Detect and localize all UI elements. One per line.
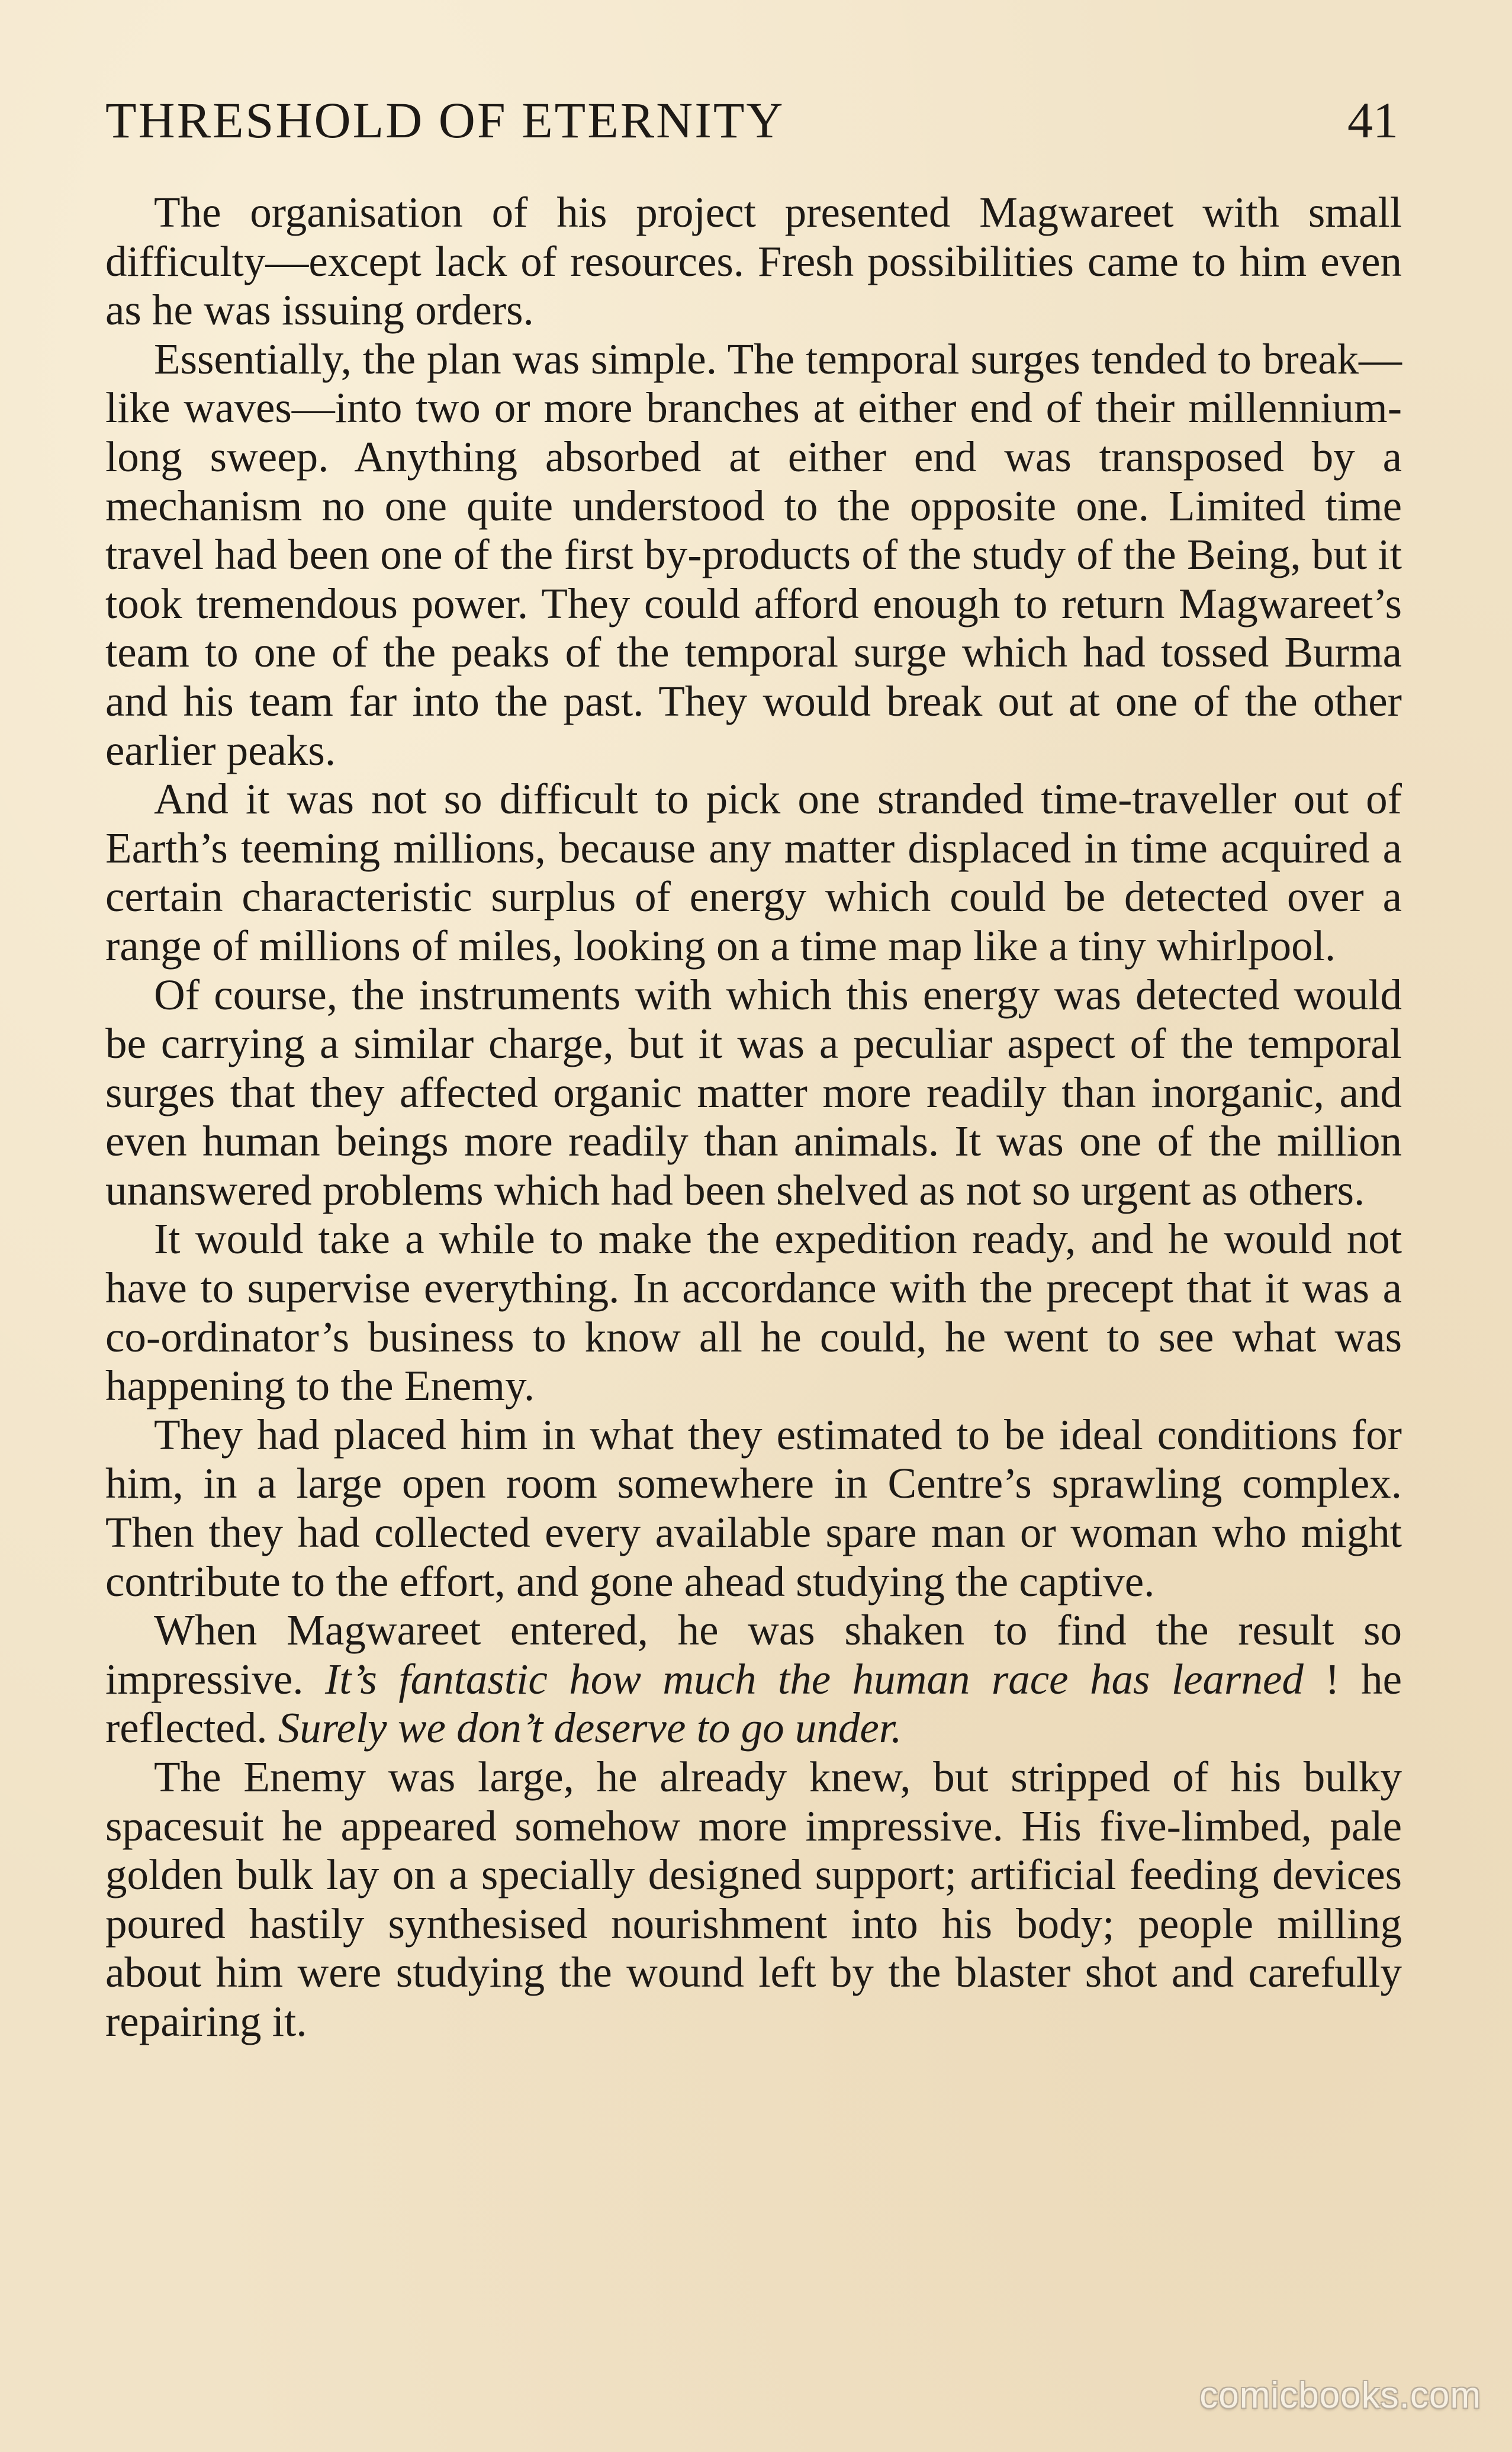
running-title: THRESHOLD OF ETERNITY [105,92,785,149]
site-watermark: comicbooks.com [1199,2375,1481,2416]
paragraph-text: The Enemy was large, he already knew, but stripped of his bulky spacesuit he appeared somehow more impressive. His five-limbed, pale golden bulk lay on a specially designed support; artificial feeding devices poured hastily synthesised nourishment into his body; people milling about him were studying the wound left by the blaster shot and carefully repairing it. [105,1753,1402,2045]
running-head [105,88,1398,153]
paragraph-text: And it was not so difficult to pick one stranded time-traveller out of Earth’s teeming millions, because any matter displaced in time acquired a certain characteristic surplus of energy which could be detected over a range of millions of miles, looking on a time map like a tiny whirlpool. [105,775,1402,970]
page-number: 41 [1347,92,1398,149]
paragraph-text: The organisation of his project presented Magwareet with small difficulty—except lack of resources. Fresh possibilities came to him even as he was issuing orders. [105,188,1402,334]
italic-thought: It’s fantastic how much the human race has learned [325,1655,1304,1703]
paragraph-4 [105,971,1402,1215]
paragraph-8 [105,1753,1402,2046]
italic-thought: Surely we don’t deserve to go under. [278,1704,902,1752]
paragraph-text: Of course, the instruments with which this energy was detected would be carrying a similar charge, but it was a peculiar aspect of the temporal surges that they affected organic matter more readily than inorganic, and even human beings more readily than animals. It was one of the million unanswered problems which had been shelved as not so urgent as others. [105,970,1402,1214]
paragraph-5 [105,1215,1402,1410]
paragraph-3 [105,775,1402,970]
paragraph-text: When Magwareet entered, he was shaken to find the result so impressive. [105,1606,1402,1703]
paragraph-text: ! he reflected. [105,1655,1402,1752]
paragraph-text: They had placed him in what they estimated to be ideal conditions for him, in a large open room somewhere in Centre’s sprawling complex. Then they had collected every available spare man or woman who might contribute to the effort, and gone ahead studying the captive. [105,1410,1402,1605]
body-text [105,188,1402,2046]
paragraph-7 [105,1606,1402,1753]
paragraph-6 [105,1411,1402,1606]
paragraph-text: Essentially, the plan was simple. The temporal surges tended to break—like waves—into two or more branches at either end of their millennium-long sweep. Anything absorbed at either end was transposed by a mechanism no one quite understood to the opposite one. Limited time travel had been one of the first by-products of the study of the Being, but it took tremendous power. They could afford enough to return Magwareet’s team to one of the peaks of the temporal surge which had tossed Burma and his team far into the past. They would break out at one of the other earlier peaks. [105,334,1402,774]
paragraph-text: It would take a while to make the expedition ready, and he would not have to supervise everything. In accordance with the precept that it was a co-ordinator’s business to know all he could, he went to see what was happening to the Enemy. [105,1215,1402,1410]
paragraph-1 [105,188,1402,335]
paragraph-2 [105,335,1402,775]
